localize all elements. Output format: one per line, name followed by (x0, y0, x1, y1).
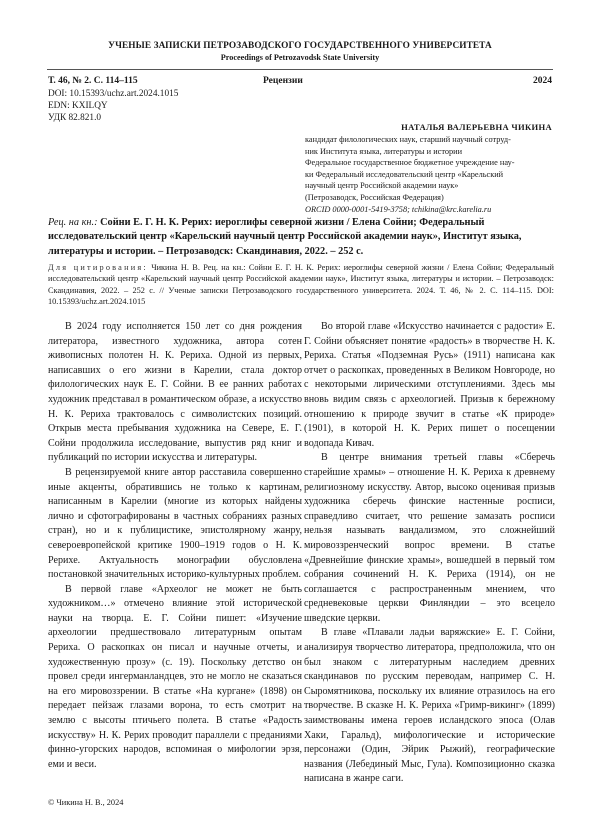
body-paragraph: В главе «Плавали ладьи варяжские» Е. Г. Сойни, анализируя творчество литератора, предположила, что он был знаком с литературным наследием древних скандинавов по русским переводам, например С. Н. Сыромятникова, поскольку их влияние отразилось на его творчестве. В сказке Н. К. Рериха «Гримр-викинг» (1899) заимствованы имена героев исландского эпоса (Олав Хаки, Гаральд), мифологические и исторические персонажи (Один, Эйрик Рыжий), географические названия (Лебединый Мыс, Гула). Композиционно сказка написана в жанре саги. (304, 627, 555, 785)
journal-subtitle: Proceedings of Petrozavodsk State University (220, 53, 380, 62)
citation-block (48, 262, 554, 308)
copyright-notice: © Чикина Н. В., 2024 (48, 798, 124, 807)
body-column-right (304, 320, 555, 787)
author-line: (Петрозаводск, Российская Федерация) (305, 192, 444, 202)
udk-code: УДК 82.821.0 (48, 113, 102, 123)
body-paragraph: В первой главе «Археолог не может не быть художником…» отмечено влияние этой исторической науки на творца. Е. Г. Сойни пишет: «Изучение археологии предшествовало литературным опытам Рериха. О раскопках он писал и научные отчеты, и художественную прозу» (с. 19). Поскольку детство он провел среди ингерманландцев, это не могло не сказаться на его мировоззрении. В статье «На кургане» (1898) он передает пейзаж глазами ворона, то есть смотрит на землю с высоты птичьего полета. В статье «Радость искусству» Н. К. Рерих проводит параллели с преданиями финно-угорских народов, вспоминая о мифологии эрзя, еми и веси. (48, 583, 302, 770)
author-name: НАТАЛЬЯ ВАЛЕРЬЕВНА ЧИКИНА (401, 122, 552, 132)
body-paragraph: В 2024 году исполняется 150 лет со дня рождения литератора, известного художника, автора сотен живописных полотен Н. К. Рериха. Одной из первых, написавших о его жизни в Карелии, стала доктор филологических наук Е. Г. Сойни. В ее ранних работах художник представал в романтическом образе, а искусство Н. К. Рериха трактовалось с символистских позиций. Открыв места пребывания художника на Севере, Е. Г. Сойни продолжила исследование, выпустив ряд книг и публикаций по истории искусства и литературы. (48, 321, 302, 464)
citation-text: Чикина Н. В. Рец. на кн.: Сойни Е. Г. Н. К. Рерих: иероглифы северной жизни / Елена Сойни; Федеральный исследовательский центр «Карельский научный центр Российской академии наук», Институт языка, литературы и истории. – Петрозаводск: Скандинавия, 2022. – 252 с. // Ученые записки Петрозаводского государственного университета. 2024. Т. 46, № 2. С. 114–115. DOI: 10.15393/uchz.art.2024.1015 (48, 263, 554, 307)
author-affiliation (305, 134, 555, 215)
body-paragraph: В центре внимания третьей главы «Сберечь старейшие храмы» – отношение Н. К. Рериха к древнему религиозному искусству. Автор, высоко оценивая призыв художника сберечь финские настенные росписи, справедливо считает, что решение замазать росписи нельзя называть вандализмом, это сложнейший мировоззренческий вопрос времени. В статье «Древнейшие финские храмы», вошедшей в первый том собрания сочинений Н. К. Рериха (1914), он не соглашается с распространенным мнением, что средневековые церкви Финляндии – это всецело шведские церкви. (304, 452, 555, 624)
edn-code: EDN: KXILQY (48, 101, 108, 111)
body-paragraph: В рецензируемой книге автор расставила совершенно иные акценты, обратившись не только к картинам, написанным в Карелии (многие из которых найдены лично и сфотографированы в частных собраниях разных стран), но и к публицистике, эпистолярному жанру, североевропейской критике 1900–1919 годов о Н. К. Рерихе. Актуальность монографии обусловлена постановкой значительных историко-культурных проблем. (48, 466, 302, 581)
author-line: ки Федеральный исследовательский центр «Карельский (305, 169, 504, 179)
author-line: Федеральное государственное бюджетное учреждение нау- (305, 158, 515, 168)
section-label: Рецензии (263, 76, 303, 86)
journal-title: УЧЕНЫЕ ЗАПИСКИ ПЕТРОЗАВОДСКОГО ГОСУДАРСТВЕННОГО УНИВЕРСИТЕТА (108, 41, 492, 51)
citation-label: Для цитирования: (48, 263, 148, 272)
book-reference-text: Сойни Е. Г. Н. К. Рерих: иероглифы северной жизни / Елена Сойни; Федеральный исследовательский центр «Карельский научный центр Российской академии наук», Институт языка, литературы и истории. – Петрозаводск: Скандинавия, 2022. – 252 с. (48, 217, 522, 257)
book-reference (48, 216, 554, 259)
header-divider (47, 69, 553, 70)
body-column-left (48, 320, 302, 772)
author-line: кандидат филологических наук, старший научный сотруд- (305, 135, 511, 144)
author-line: ник Института языка, литературы и истории (305, 146, 463, 156)
doi-link[interactable]: DOI: 10.15393/uchz.art.2024.1015 (48, 89, 179, 99)
body-paragraph: Во второй главе «Искусство начинается с радости» Е. Г. Сойни объясняет понятие «радость» в творчестве Н. К. Рериха. Статья «Подземная Русь» (1911) написана как отчет о раскопках, проведенных в Великом Новгороде, но с некоторыми лирическими отступлениями. Здесь мы вновь видим связь с археологией. Призыв к бережному отношению к природе звучит в статье «К природе» (1901), в которой Н. К. Рерих пишет о посещении водопада Кивач. (304, 321, 555, 449)
author-orcid-email[interactable]: ORCID 0000-0001-5419-3758; tchikina@krc.karelia.ru (305, 204, 492, 214)
issue-info: Т. 46, № 2. С. 114–115 (48, 76, 138, 86)
author-line: научный центр Российской академии наук» (305, 181, 459, 191)
book-reference-lead: Рец. на кн.: (48, 217, 98, 228)
publication-year: 2024 (533, 76, 552, 86)
